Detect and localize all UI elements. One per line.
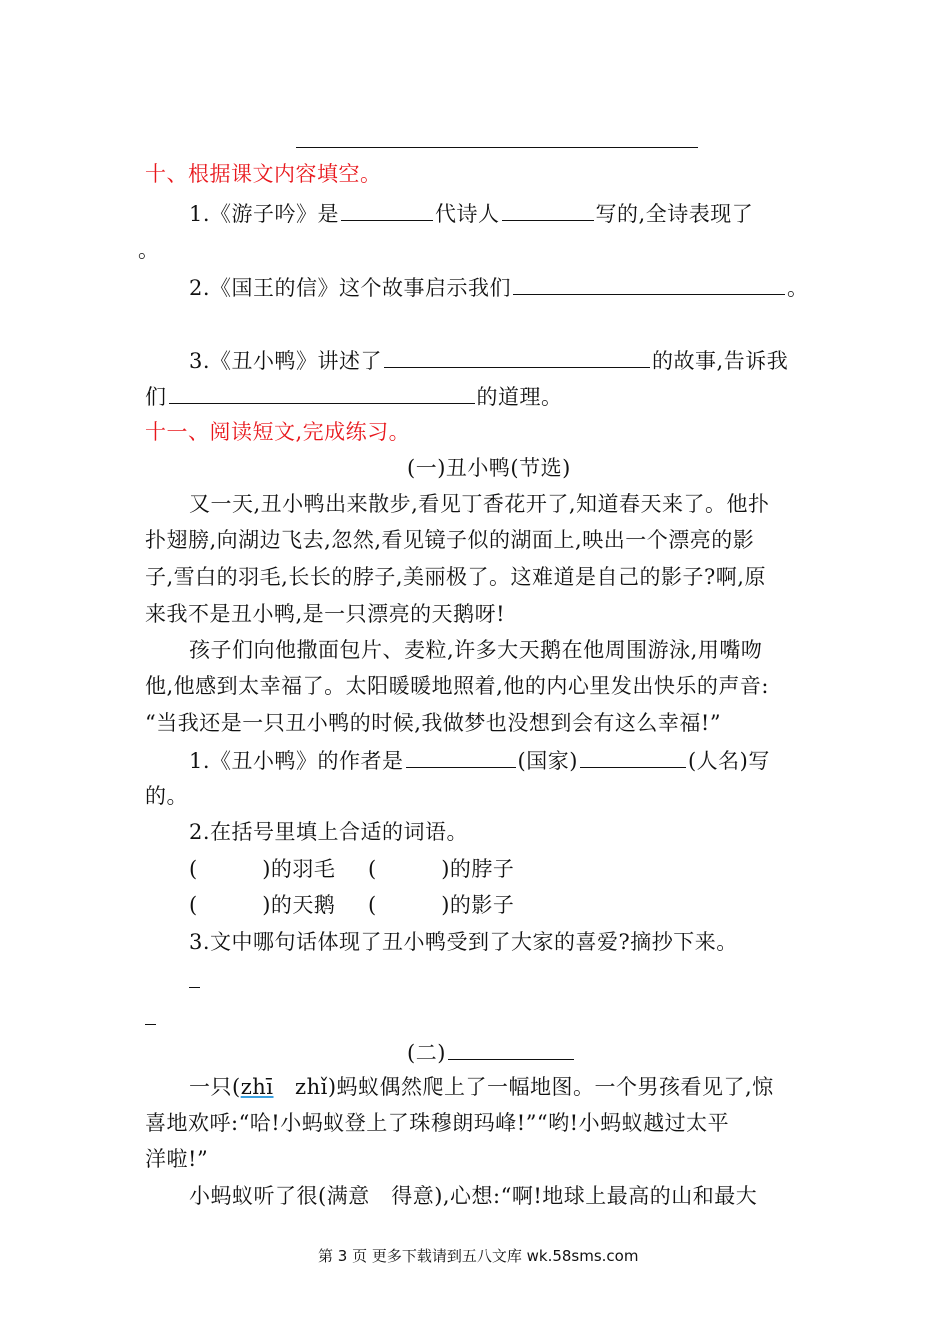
s10-q1-line bbox=[189, 198, 753, 228]
p2-line1: 孩子们向他撒面包片、麦粒,许多大天鹅在他周围游泳,用嘴吻 bbox=[189, 638, 763, 662]
part2-title-line bbox=[407, 1037, 576, 1067]
s10-q2-end: 。 bbox=[787, 276, 809, 300]
s11-q3-text: 3.文中哪句话体现了丑小鸭受到了大家的喜爱?摘抄下来。 bbox=[189, 930, 738, 954]
blank-dynasty[interactable] bbox=[341, 198, 433, 221]
s11-q1-b: (国家) bbox=[517, 749, 578, 773]
answer-stub-1[interactable] bbox=[189, 987, 200, 988]
part1-title: (一)丑小鸭(节选) bbox=[407, 456, 571, 480]
p3-line2: 喜地欢呼:“哈!小蚂蚁登上了珠穆朗玛峰!”“哟!小蚂蚁越过太平 bbox=[145, 1111, 730, 1135]
blank-story[interactable] bbox=[384, 345, 650, 368]
p1-line2: 扑翅膀,向湖边飞去,忽然,看见镜子似的湖面上,映出一个漂亮的影 bbox=[145, 528, 755, 552]
answer-stub-2[interactable] bbox=[145, 1024, 156, 1025]
s10-q1-text-a: 《游子吟》是 bbox=[210, 202, 340, 226]
page-footer: 第 3 页 更多下载请到五八文库 wk.58sms.com bbox=[318, 1247, 639, 1265]
blank-king-letter[interactable] bbox=[513, 272, 785, 295]
s11-q1-line1 bbox=[189, 745, 770, 775]
fill-shadow[interactable]: ( )的影子 bbox=[368, 893, 515, 917]
pinyin-zhi-1[interactable]: zhī bbox=[240, 1075, 274, 1099]
s10-q3-line2 bbox=[145, 381, 563, 411]
s10-q1-a: 1. bbox=[189, 202, 211, 226]
p3-line3: 洋啦!” bbox=[145, 1147, 209, 1171]
section-10-heading: 十、根据课文内容填空。 bbox=[145, 162, 382, 186]
s11-q1-a: 1.《丑小鸭》的作者是 bbox=[189, 749, 404, 773]
s11-q1-c: (人名)写 bbox=[687, 749, 770, 773]
s10-q2-line bbox=[189, 272, 809, 302]
blank-country[interactable] bbox=[406, 745, 516, 768]
s11-q1-line2: 的。 bbox=[145, 784, 188, 808]
blank-author-name[interactable] bbox=[580, 745, 686, 768]
s10-q3-c: 们 bbox=[145, 385, 167, 409]
p4-line1: 小蚂蚁听了很(满意 得意),心想:“啊!地球上最高的山和最大 bbox=[189, 1184, 758, 1208]
blank-poet[interactable] bbox=[502, 198, 594, 221]
s10-q1-text-c: 写的,全诗表现了 bbox=[595, 202, 754, 226]
p1-line4: 来我不是丑小鸭,是一只漂亮的天鹅呀! bbox=[145, 602, 506, 626]
s10-q3-b: 的故事,告诉我 bbox=[652, 349, 789, 373]
fill-neck[interactable]: ( )的脖子 bbox=[368, 857, 515, 881]
fill-swan[interactable]: ( )的天鹅 bbox=[189, 893, 336, 917]
blank-part2-title[interactable] bbox=[448, 1037, 574, 1060]
top-answer-line bbox=[296, 147, 698, 148]
p1-line3: 子,雪白的羽毛,长长的脖子,美丽极了。这难道是自己的影子?啊,原 bbox=[145, 565, 766, 589]
p3-pre: 一只( bbox=[189, 1075, 241, 1099]
section-11-heading: 十一、阅读短文,完成练习。 bbox=[145, 420, 411, 444]
blank-lesson[interactable] bbox=[169, 381, 475, 404]
part2-title: (二) bbox=[407, 1041, 446, 1065]
p3-line1 bbox=[189, 1073, 774, 1101]
s10-q3-a: 3.《丑小鸭》讲述了 bbox=[189, 349, 383, 373]
p1-line1: 又一天,丑小鸭出来散步,看见丁香花开了,知道春天来了。他扑 bbox=[189, 492, 770, 516]
fill-feathers[interactable]: ( )的羽毛 bbox=[189, 857, 336, 881]
s10-q1-end: 。 bbox=[138, 238, 160, 262]
s11-q2-text: 2.在括号里填上合适的词语。 bbox=[189, 820, 469, 844]
p2-line3: “当我还是一只丑小鸭的时候,我做梦也没想到会有这么幸福!” bbox=[145, 711, 722, 735]
s10-q3-d: 的道理。 bbox=[476, 385, 563, 409]
p3-mid: zhǐ)蚂蚁偶然爬上了一幅地图。一个男孩看见了,惊 bbox=[273, 1075, 774, 1099]
s10-q3-line1 bbox=[189, 345, 788, 375]
s10-q1-text-b: 代诗人 bbox=[435, 202, 500, 226]
s10-q2-text: 2.《国王的信》这个故事启示我们 bbox=[189, 276, 512, 300]
p2-line2: 他,他感到太幸福了。太阳暖暖地照着,他的内心里发出快乐的声音: bbox=[145, 674, 769, 698]
